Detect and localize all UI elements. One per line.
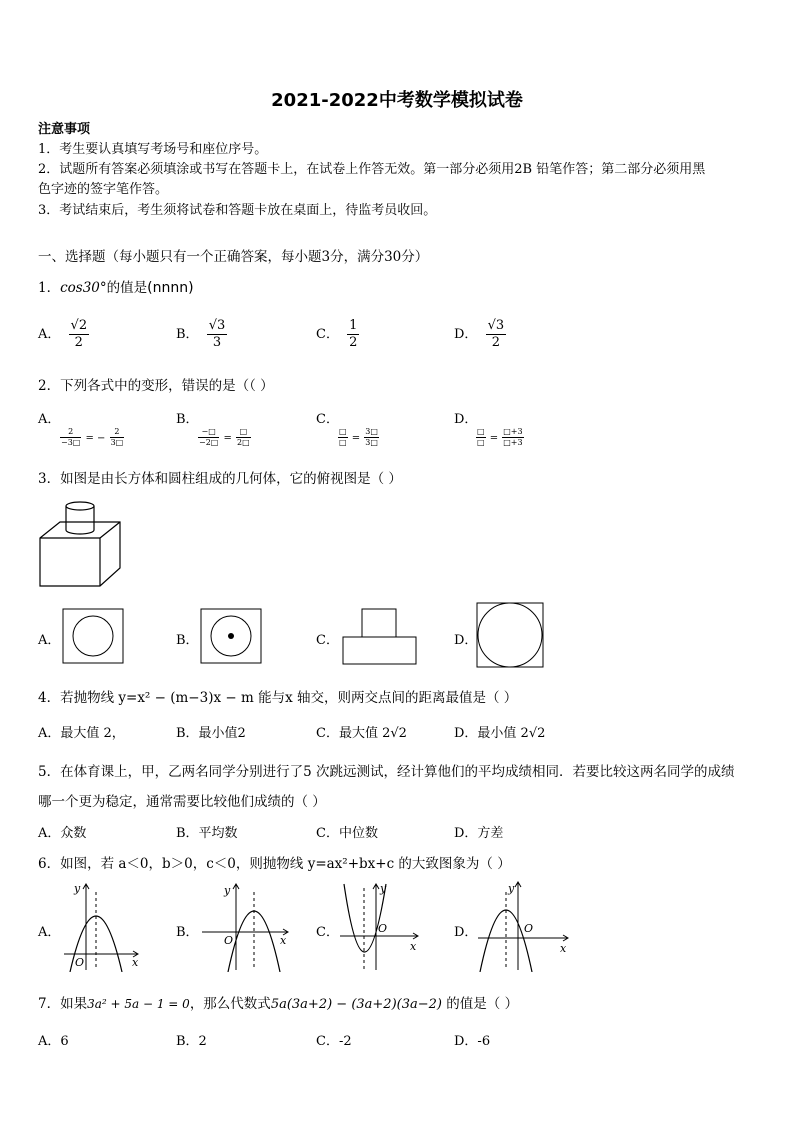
y-axis-label: y bbox=[508, 882, 515, 895]
denominator: 2 bbox=[349, 335, 358, 350]
notice-item-2-cont: 色字迹的签字笔作答。 bbox=[38, 182, 169, 197]
q7-prefix: 7．如果 bbox=[38, 996, 88, 1012]
numerator: 1 bbox=[349, 318, 358, 333]
denominator: −3□ bbox=[61, 438, 81, 447]
q4-option-a: A．最大值 2， bbox=[38, 726, 125, 741]
q2-option-b bbox=[176, 408, 251, 448]
x-axis-label: x bbox=[560, 942, 567, 955]
fraction bbox=[502, 427, 523, 448]
q5-option-b: B．平均数 bbox=[176, 826, 238, 841]
option-label: D． bbox=[454, 412, 478, 427]
denominator: 2 bbox=[74, 335, 83, 350]
q7-option-c: C．-2 bbox=[316, 1034, 352, 1049]
q1-paren: (nnnn) bbox=[147, 280, 194, 296]
notice-item-3: 3．考试结束后，考生须将试卷和答题卡放在桌面上，待监考员收回。 bbox=[38, 203, 437, 218]
option-label: D． bbox=[454, 327, 478, 342]
denominator: 3 bbox=[212, 335, 222, 350]
q6-option-c-label: C． bbox=[316, 925, 339, 940]
q3-option-b-label: B． bbox=[176, 633, 199, 648]
numerator: 3□ bbox=[365, 427, 378, 436]
q2-option-c bbox=[316, 408, 379, 448]
q7-option-d: D．-6 bbox=[454, 1034, 491, 1049]
q7-option-b: B．2 bbox=[176, 1034, 207, 1049]
denominator: □ bbox=[477, 438, 485, 447]
numerator: □+3 bbox=[503, 427, 523, 436]
q6-option-b-label: B． bbox=[176, 925, 199, 940]
y-axis-label: y bbox=[224, 884, 231, 897]
question-7 bbox=[38, 992, 518, 1012]
relation: = − bbox=[85, 433, 106, 444]
question-4: 4．若抛物线 y=x² − (m−3)x − m 能与x 轴交，则两交点间的距离最值是（ ） bbox=[38, 690, 518, 706]
q7-middle: ，那么代数式 bbox=[189, 996, 271, 1012]
numerator: 2 bbox=[110, 427, 125, 438]
q1-text: 的值是 bbox=[106, 280, 148, 296]
question-5-line-1: 5．在体育课上，甲，乙两名同学分别进行了5 次跳远测试，经计算他们的平均成绩相同．若要比较这两名同学的成绩 bbox=[38, 764, 735, 780]
question-5-line-2: 哪一个更为稳定，通常需要比较他们成绩的（ ） bbox=[38, 794, 326, 810]
x-axis-label: x bbox=[132, 956, 139, 969]
fraction bbox=[110, 427, 125, 448]
denominator: □+3 bbox=[503, 438, 523, 447]
q2-option-a bbox=[38, 408, 124, 448]
q4-option-c: C．最大值 2√2 bbox=[316, 726, 407, 741]
y-axis-label: y bbox=[380, 882, 387, 895]
fraction bbox=[364, 427, 379, 448]
q7-condition: 3a² + 5a − 1 = 0 bbox=[87, 997, 190, 1011]
relation: = bbox=[351, 433, 361, 444]
y-axis-label: y bbox=[74, 882, 81, 895]
q1-number: 1． bbox=[38, 280, 61, 296]
question-2: 2．下列各式中的变形，错误的是（（ ） bbox=[38, 378, 274, 394]
q3-option-a-label: A． bbox=[38, 633, 61, 648]
section-heading: 一、选择题（每小题只有一个正确答案，每小题3分，满分30分） bbox=[38, 249, 429, 265]
q5-option-d: D．方差 bbox=[454, 826, 504, 841]
q6-option-c-graph bbox=[338, 880, 422, 972]
q1-expression: cos30° bbox=[60, 280, 107, 296]
denominator: −2□ bbox=[199, 438, 219, 447]
question-1 bbox=[38, 276, 194, 296]
fraction bbox=[486, 318, 507, 351]
x-axis-label: x bbox=[410, 940, 417, 953]
fraction bbox=[207, 318, 228, 351]
q1-option-b bbox=[176, 318, 227, 351]
q1-option-a bbox=[38, 318, 89, 351]
q4-option-b: B．最小值2 bbox=[176, 726, 246, 741]
option-expression bbox=[338, 427, 379, 447]
q6-option-d-label: D． bbox=[454, 925, 478, 940]
denominator: □ bbox=[339, 438, 347, 447]
numerator: 2 bbox=[60, 427, 81, 438]
q7-suffix: 的值是（ ） bbox=[446, 996, 519, 1012]
option-label: C． bbox=[316, 327, 339, 342]
q3-option-b-figure bbox=[200, 608, 262, 664]
denominator: 2 bbox=[491, 335, 500, 350]
page-title: 2021-2022中考数学模拟试卷 bbox=[271, 90, 523, 111]
fraction bbox=[347, 318, 359, 351]
denominator: 3□ bbox=[365, 438, 378, 447]
option-expression bbox=[198, 427, 251, 447]
relation: = bbox=[489, 433, 499, 444]
denominator: 2□ bbox=[237, 438, 250, 447]
q2-option-d bbox=[454, 408, 524, 448]
q6-option-b-graph bbox=[200, 880, 292, 972]
numerator: □ bbox=[236, 427, 251, 438]
origin-label: O bbox=[224, 934, 234, 947]
fraction bbox=[69, 318, 90, 351]
fraction bbox=[60, 427, 81, 448]
q1-option-d bbox=[454, 318, 506, 351]
q1-option-c bbox=[316, 318, 359, 351]
option-expression bbox=[60, 427, 124, 447]
q5-option-c: C．中位数 bbox=[316, 826, 378, 841]
option-label: C． bbox=[316, 412, 339, 427]
q7-expression: 5a(3a+2) − (3a+2)(3a−2) bbox=[270, 997, 442, 1012]
notice-heading: 注意事项 bbox=[38, 122, 91, 137]
solid-figure bbox=[36, 498, 126, 590]
notice-item-1: 1．考生要认真填写考场号和座位序号。 bbox=[38, 142, 268, 157]
numerator: □ bbox=[477, 427, 485, 436]
q3-option-d-label: D． bbox=[454, 633, 478, 648]
option-label: A． bbox=[38, 412, 61, 427]
q6-option-a-label: A． bbox=[38, 925, 61, 940]
fraction bbox=[476, 427, 486, 448]
origin-label: O bbox=[378, 922, 388, 935]
origin-label: O bbox=[524, 922, 534, 935]
q3-option-c-figure bbox=[342, 608, 418, 666]
q3-option-d-figure bbox=[476, 602, 544, 668]
q6-option-a-graph bbox=[62, 880, 142, 972]
fraction bbox=[236, 427, 251, 448]
denominator: 3□ bbox=[110, 438, 124, 447]
numerator: □ bbox=[339, 427, 347, 436]
numerator: −□ bbox=[198, 427, 219, 438]
origin-label: O bbox=[75, 956, 85, 969]
q7-option-a: A．6 bbox=[38, 1034, 69, 1049]
q6-option-d-graph bbox=[476, 878, 572, 972]
notice-item-2: 2．试题所有答案必须填涂或书写在答题卡上，在试卷上作答无效。第一部分必须用2B 铅笔作答；第二部分必须用黑 bbox=[38, 162, 706, 177]
question-6: 6．如图，若 a＜0，b＞0，c＜0，则抛物线 y=ax²+bx+c 的大致图象为（ ） bbox=[38, 856, 511, 872]
relation: = bbox=[223, 433, 232, 444]
q3-option-a-figure bbox=[62, 608, 124, 664]
fraction bbox=[338, 427, 348, 448]
fraction bbox=[198, 427, 219, 448]
numerator: √2 bbox=[70, 318, 88, 333]
numerator: √3 bbox=[208, 318, 226, 333]
option-label: A． bbox=[38, 327, 61, 342]
x-axis-label: x bbox=[280, 934, 287, 947]
option-label: B． bbox=[176, 412, 199, 427]
question-3: 3．如图是由长方体和圆柱组成的几何体，它的俯视图是（ ） bbox=[38, 471, 402, 487]
option-expression bbox=[476, 427, 524, 447]
numerator: √3 bbox=[487, 318, 505, 333]
option-label: B． bbox=[176, 327, 199, 342]
q3-option-c-label: C． bbox=[316, 633, 339, 648]
q5-option-a: A．众数 bbox=[38, 826, 87, 841]
q4-option-d: D．最小值 2√2 bbox=[454, 726, 546, 741]
